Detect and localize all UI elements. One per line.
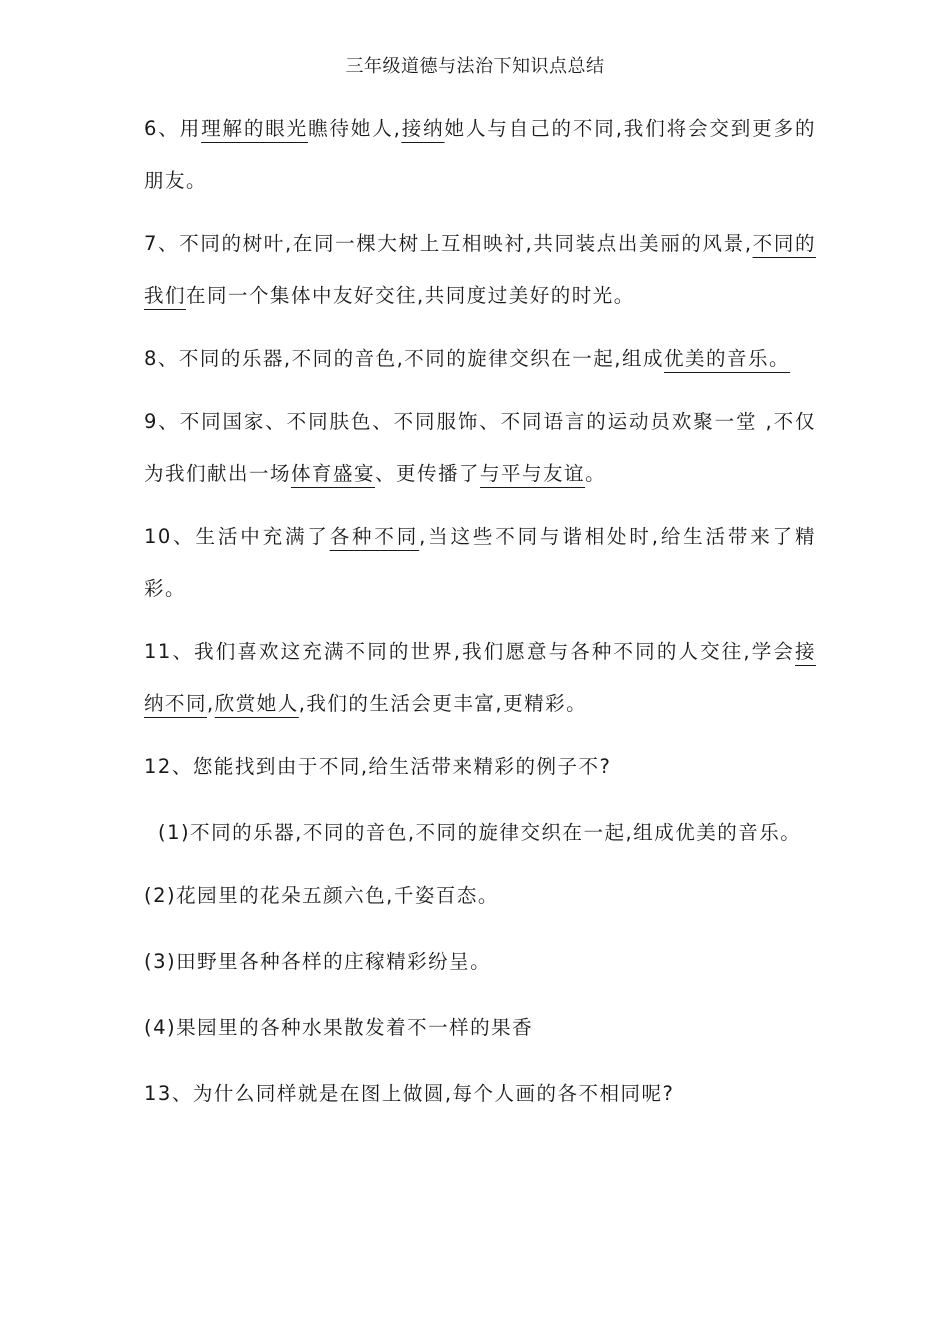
paragraph: [144, 103, 816, 207]
underlined-keyword: 接纳不同: [144, 640, 816, 715]
paragraph: [144, 333, 816, 385]
underlined-keyword: 欣赏她人: [214, 692, 299, 715]
paragraph: [144, 870, 816, 922]
text-segment: 12、您能找到由于不同,给生活带来精彩的例子不?: [144, 755, 612, 778]
text-segment: 9、不同国家、不同肤色、不同服饰、不同语言的运动员欢聚一堂 ,不仅为我们献出一场: [144, 410, 816, 485]
underlined-keyword: 各种不同: [329, 525, 420, 548]
underlined-keyword: 体育盛宴: [291, 462, 376, 485]
underlined-keyword: 不同的我们: [144, 232, 816, 307]
text-segment: (1)不同的乐器,不同的音色,不同的旋律交织在一起,组成优美的音乐。: [158, 821, 802, 844]
text-segment: 13、为什么同样就是在图上做圆,每个人画的各不相同呢?: [144, 1082, 675, 1105]
document-body: [144, 103, 816, 1134]
paragraph: [144, 1068, 816, 1120]
paragraph: [144, 218, 816, 322]
text-segment: 8、不同的乐器,不同的音色,不同的旋律交织在一起,组成: [144, 347, 665, 370]
underlined-keyword: 与平与友谊: [480, 462, 586, 485]
paragraph: [144, 741, 816, 793]
text-segment: ,当这些不同与谐相处时,给生活带来了精彩。: [144, 525, 816, 600]
paragraph: [144, 626, 816, 730]
text-segment: 6、用: [144, 117, 202, 140]
underlined-keyword: 接纳: [401, 117, 445, 140]
underlined-keyword: 优美的音乐。: [664, 347, 791, 370]
page-header-title: 三年级道德与法治下知识点总结: [345, 56, 605, 77]
text-segment: 瞧待她人,: [308, 117, 402, 140]
paragraph: [144, 396, 816, 500]
text-segment: ,: [207, 692, 215, 715]
paragraph: [144, 936, 816, 988]
text-segment: 在同一个集体中友好交往,共同度过美好的时光。: [186, 284, 635, 307]
text-segment: (2)花园里的花朵五颜六色,千姿百态。: [144, 884, 499, 907]
paragraph: [144, 807, 816, 859]
text-segment: 她人与自己的不同,我们将会交到更多的朋友。: [144, 117, 816, 192]
paragraph: [144, 1002, 816, 1054]
text-segment: ,我们的生活会更丰富,更精彩。: [298, 692, 588, 715]
text-segment: 10、生活中充满了: [144, 525, 330, 548]
text-segment: (3)田野里各种各样的庄稼精彩纷呈。: [144, 950, 492, 973]
text-segment: (4)果园里的各种水果散发着不一样的果香: [144, 1016, 534, 1039]
text-segment: 7、不同的树叶,在同一棵大树上互相映衬,共同装点出美丽的风景,: [144, 232, 753, 255]
text-segment: 11、我们喜欢这充满不同的世界,我们愿意与各种不同的人交往,学会: [144, 640, 795, 663]
text-segment: 、更传播了: [375, 462, 481, 485]
text-segment: 。: [585, 462, 607, 485]
underlined-keyword: 理解的眼光: [201, 117, 309, 140]
paragraph: [144, 511, 816, 615]
